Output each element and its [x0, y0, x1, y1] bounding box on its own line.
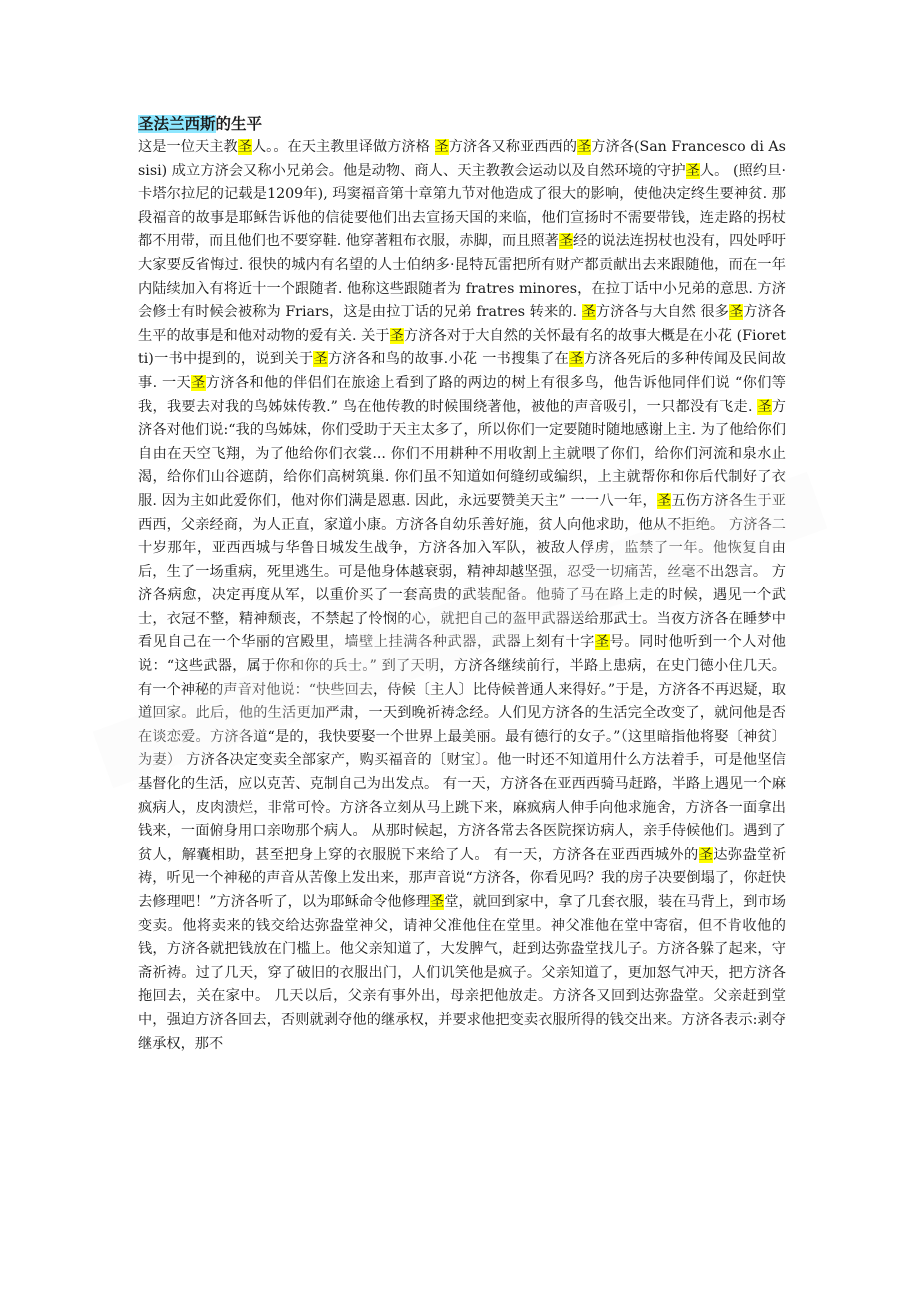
- highlighted-word: 圣: [237, 139, 252, 155]
- highlighted-word: 圣: [698, 846, 714, 863]
- highlighted-word: 圣: [581, 304, 596, 321]
- highlighted-word: 圣: [558, 233, 573, 250]
- highlighted-word: 圣: [685, 162, 700, 179]
- highlighted-word: 圣: [656, 492, 672, 509]
- title-highlight: 圣法兰西斯: [138, 115, 216, 133]
- highlighted-word: 圣: [434, 139, 449, 155]
- highlighted-word: 圣: [728, 304, 744, 321]
- document-title: [138, 112, 786, 136]
- highlighted-word: 圣: [576, 139, 592, 155]
- highlighted-word: 圣: [757, 398, 772, 415]
- highlighted-word: 圣: [313, 351, 328, 368]
- document-body: 这是一位天主教圣人。。在天主教里译做方济格 圣方济各又称亚西西的圣方济各(San Francesco di Assisi) 成立方济会又称小兄弟会。他是动物、商人、天主教教会运动以及自然环境的守护圣人。 (照约旦·卡塔尔拉尼的记载是1209年), 玛窦福音第十章第九节对他造成了很大的影响，使他决定终生要神贫. 那段福音的故事是耶稣告诉他的信徒要他们出去宣扬天国的来临，他们宣扬时不需要带钱，连走路的拐杖都不用带，而且他们也不要穿鞋. 他穿著粗布衣服，赤脚，而且照著圣经的说法连拐杖也没有，四处呼吁大家要反省悔过. 很快的城内有名望的人士伯纳多·昆特瓦雷把所有财产都贡献出去来跟随他，而在一年内陆续加入有将近十一个跟随者. 他称这些跟随者为 fratres minores，在拉丁话中小兄弟的意思. 方济会修士有时候会被称为 Friars，这是由拉丁话的兄弟 fratres 转来的. 圣方济各与大自然 很多圣方济各生平的故事是和他对动物的爱有关. 关于圣方济各对于大自然的关怀最有名的故事大概是在小花 (Fioretti)一书中提到的，说到关于圣方济各和鸟的故事.小花 一书搜集了在圣方济各死后的多种传闻及民间故事. 一天圣方济各和他的伴侣们在旅途上看到了路的两边的树上有很多鸟，他告诉他同伴们说 “你们等我，我要去对我的鸟姊妹传教.” 鸟在他传教的时候围绕著他，被他的声音吸引，一只都没有飞走. 圣方济各对他们说:“我的鸟姊妹，你们受助于天主太多了，所以你们一定要随时随地感谢上主. 为了他给你们自由在天空飞翔，为了他给你们衣裳... 你们不用耕种不用收割上主就喂了你们，给你们河流和泉水止渴，给你们山谷遮荫，给你们高树筑巢. 你们虽不知道如何缝纫或编织，上主就帮你和你后代制好了衣服. 因为主如此爱你们，他对你们满是恩惠. 因此，永远要赞美天主” 一一八一年，圣五伤方济各生于亚西西，父亲经商，为人正直，家道小康。方济各自幼乐善好施，贫人向他求助，他从不拒绝。 方济各二十岁那年，亚西西城与华鲁日城发生战争，方济各加入军队，被敌人俘虏，监禁了一年。他恢复自由后，生了一场重病，死里逃生。可是他身体越衰弱，精神却越坚强，忍受一切痛苦，丝毫不出怨言。 方济各病愈，决定再度从军，以重价买了一套高贵的武装配备。他骑了马在路上走的时候，遇见一个武士，衣冠不整，精神颓丧，不禁起了怜悯的心，就把自己的盔甲武器送给那武士。当夜方济各在睡梦中看见自己在一个华丽的宫殿里，墙壁上挂满各种武器，武器上刻有十字圣号。同时他听到一个人对他说：“这些武器，属于你和你的兵士。” 到了天明，方济各继续前行，半路上患病，在史门德小住几天。有一个神秘的声音对他说：“快些回去，侍候〔主人〕比侍候普通人来得好。”于是，方济各不再迟疑，取道回家。此后，他的生活更加严肃，一天到晚祈祷念经。人们见方济各的生活完全改变了，就问他是否在谈恋爱。方济各道“是的，我快要娶一个世界上最美丽。最有德行的女子。”（这里暗指他将娶〔神贫〕为妻） 方济各决定变卖全部家产，购买福音的〔财宝〕。他一时还不知道用什么方法着手，可是他坚信基督化的生活，应以克苦、克制自己为出发点。 有一天，方济各在亚西西骑马赶路，半路上遇见一个麻疯病人，皮肉溃烂，非常可怜。方济各立刻从马上跳下来，麻疯病人伸手向他求施舍，方济各一面拿出钱来，一面俯身用口亲吻那个病人。 从那时候起，方济各常去各医院探访病人，亲手侍候他们。遇到了贫人，解囊相助，甚至把身上穿的衣服脱下来给了人。 有一天，方济各在亚西西城外的圣达弥盎堂祈祷，听见一个神秘的声音从苦像上发出来，那声音说“方济各，你看见吗？我的房子决要倒塌了，你赶快去修理吧！”方济各听了，以为耶稣命令他修理圣堂，就回到家中，拿了几套衣服，装在马背上，到市场变卖。他将卖来的钱交给达弥盎堂神父，请神父准他住在堂里。神父准他在堂中寄宿，但不肯收他的钱，方济各就把钱放在门槛上。他父亲知道了，大发脾气，赶到达弥盎堂找儿子。方济各躲了起来，守斋祈祷。过了几天，穿了破旧的衣服出门，人们讥笑他是疯子。父亲知道了，更加怒气冲天，把方济各拖回去，关在家中。 几天以后，父亲有事外出，母亲把他放走。方济各又回到达弥盎堂。父亲赶到堂中，强迫方济各回去，否则就剥夺他的继承权，并要求他把变卖衣服所得的钱交出来。方济各表示:剥夺继承权，那不: [138, 139, 786, 1052]
- title-rest: 的生平: [215, 115, 263, 133]
- highlighted-word: 圣: [191, 374, 206, 391]
- highlighted-word: 圣: [594, 634, 610, 651]
- highlighted-word: 圣: [430, 894, 445, 910]
- highlighted-word: 圣: [389, 327, 404, 344]
- highlighted-word: 圣: [569, 351, 584, 368]
- document-page: [138, 112, 786, 1056]
